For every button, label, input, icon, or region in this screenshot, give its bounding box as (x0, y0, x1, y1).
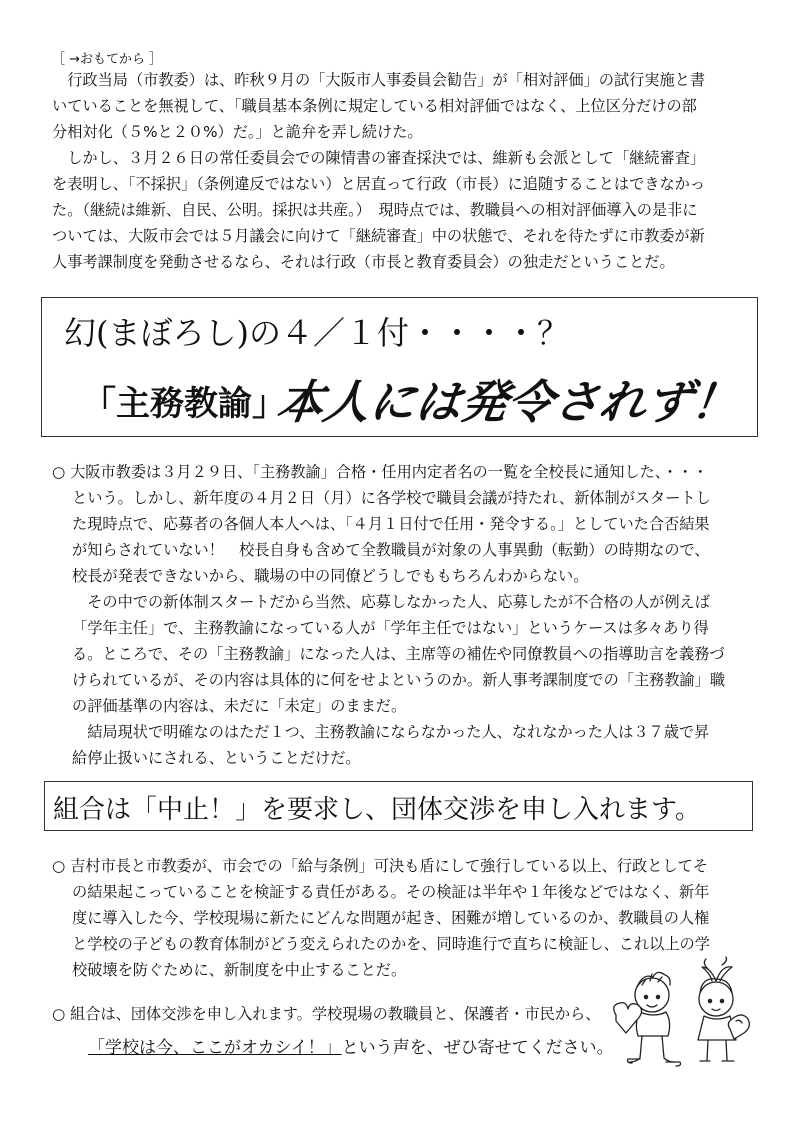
children-with-hearts-illustration (612, 955, 762, 1080)
section1-line: 分相対化（５%と２０%）だ。」と詭弁を弄し続けた。 (52, 123, 423, 141)
union-demand-banner (44, 781, 753, 831)
section2-line: という。しかし、新年度の４月２日（月）に各学校で職員会議が持たれ、新体制がスタートし (52, 489, 711, 507)
section2-line: その中での新体制スタートだから当然、応募しなかった人、応募したが不合格の人が例えば (52, 593, 710, 611)
boy-figure (614, 972, 681, 1066)
school-problem-quote: 「学校は今、ここがオカシイ！」 (88, 1038, 342, 1058)
section1-line: 行政当局（市教委）は、昨秋９月の「大阪市人事委員会勧告」が「相対評価」の試行実施と書 (52, 71, 706, 89)
section1-line: た。（継続は維新、自民、公明。採択は共産。） 現時点では、教職員への相対評価導入の是非に (52, 201, 698, 219)
headline-line2-emphasis: 本人には発令されず！ (273, 375, 742, 429)
section2-line: 結局現状で明確なのはただ１つ、主務教諭にならなかった人、なれなかった人は３７歳で昇 (52, 723, 710, 741)
section1-line: 人事考課制度を発動させるなら、それは行政（市長と教育委員会）の独走だということだ。 (52, 253, 675, 271)
section3-line: 度に導入した今、学校現場に新たにどんな問題が起き、困難が増しているのか、教職員の人権 (52, 909, 710, 927)
union-demand-text: 組合は「中止！」を要求し、団体交渉を申し入れます。 (53, 795, 701, 825)
section2-line: けられているが、その内容は具体的に何をせよというのか。新人事考課制度での「主務教諭」職 (52, 671, 726, 689)
section3-line: 校破壊を防ぐために、新制度を中止することだ。 (52, 961, 407, 979)
continued-from-front-label: ［ →おもてから ］ (52, 52, 163, 67)
section2-line: の評価基準の内容は、未だに「未定」のままだ。 (52, 697, 407, 715)
section2-line: 給停止扱いにされる、ということだけだ。 (52, 749, 361, 767)
headline-line1: 幻(まぼろし)の４／１付・・・・？ (64, 314, 569, 352)
section4-line2-rest: という声を、ぜひ寄せてください。 (341, 1038, 614, 1058)
section3-line: ○ 吉村市長と市教委が、市会での「給与条例」可決も盾にして強行している以上、行政としてそ (52, 857, 708, 875)
section3-line: の結果起こっていることを検証する責任がある。その検証は半年や１年後などではなく、新年 (52, 883, 710, 901)
section1-line: ついては、大阪市会では５月議会に向けて「継続審査」中の状態で、それを待たずに市教委が新 (52, 227, 705, 245)
section2-line: た現時点で、応募者の各個人本人へは、「４月１日付で任用・発令する。」としていた合否結果 (52, 515, 710, 533)
section2-line: 「学年主任」で、主務教諭になっている人が「学年主任ではない」というケースは多々あり得 (52, 619, 709, 637)
section2-line: ○ 大阪市教委は３月２９日、「主務教諭」合格・任用内定者名の一覧を全校長に通知した、・・・ (52, 463, 708, 481)
section2-line: が知らされていない！ 校長自身も含めて全教職員が対象の人事異動（転勤）の時期なので、 (52, 541, 710, 559)
section4-line1: ○ 組合は、団体交渉を申し入れます。学校現場の教職員と、保護者・市民から、 (52, 1005, 601, 1023)
section4-line2 (88, 1038, 614, 1058)
section1-line: しかし、３月２６日の常任委員会での陳情書の審査採決では、維新も会派として「継続審査」 (52, 149, 706, 167)
section1-line: を表明し、「不採択」（条例違反ではない）と居直って行政（市長）に追随することはできなかっ (52, 175, 706, 193)
section3-line: と学校の子どもの教育体制がどう変えられたのかを、同時進行で直ちに検証し、これ以上の学 (52, 935, 710, 953)
section2-line: る。ところで、その「主務教諭」になった人は、主席等の補佐や同僚教員への指導助言を義務づ (52, 645, 725, 663)
headline-box (41, 297, 758, 437)
headline-line2-title: 「主務教諭」 (82, 384, 286, 424)
section1-line: いていることを無視して、「職員基本条例に規定している相対評価ではなく、上位区分だけの部 (52, 97, 697, 115)
section2-line: 校長が発表できないから、職場の中の同僚どうしでももちろんわからない。 (52, 567, 589, 585)
girl-figure (698, 957, 749, 1061)
